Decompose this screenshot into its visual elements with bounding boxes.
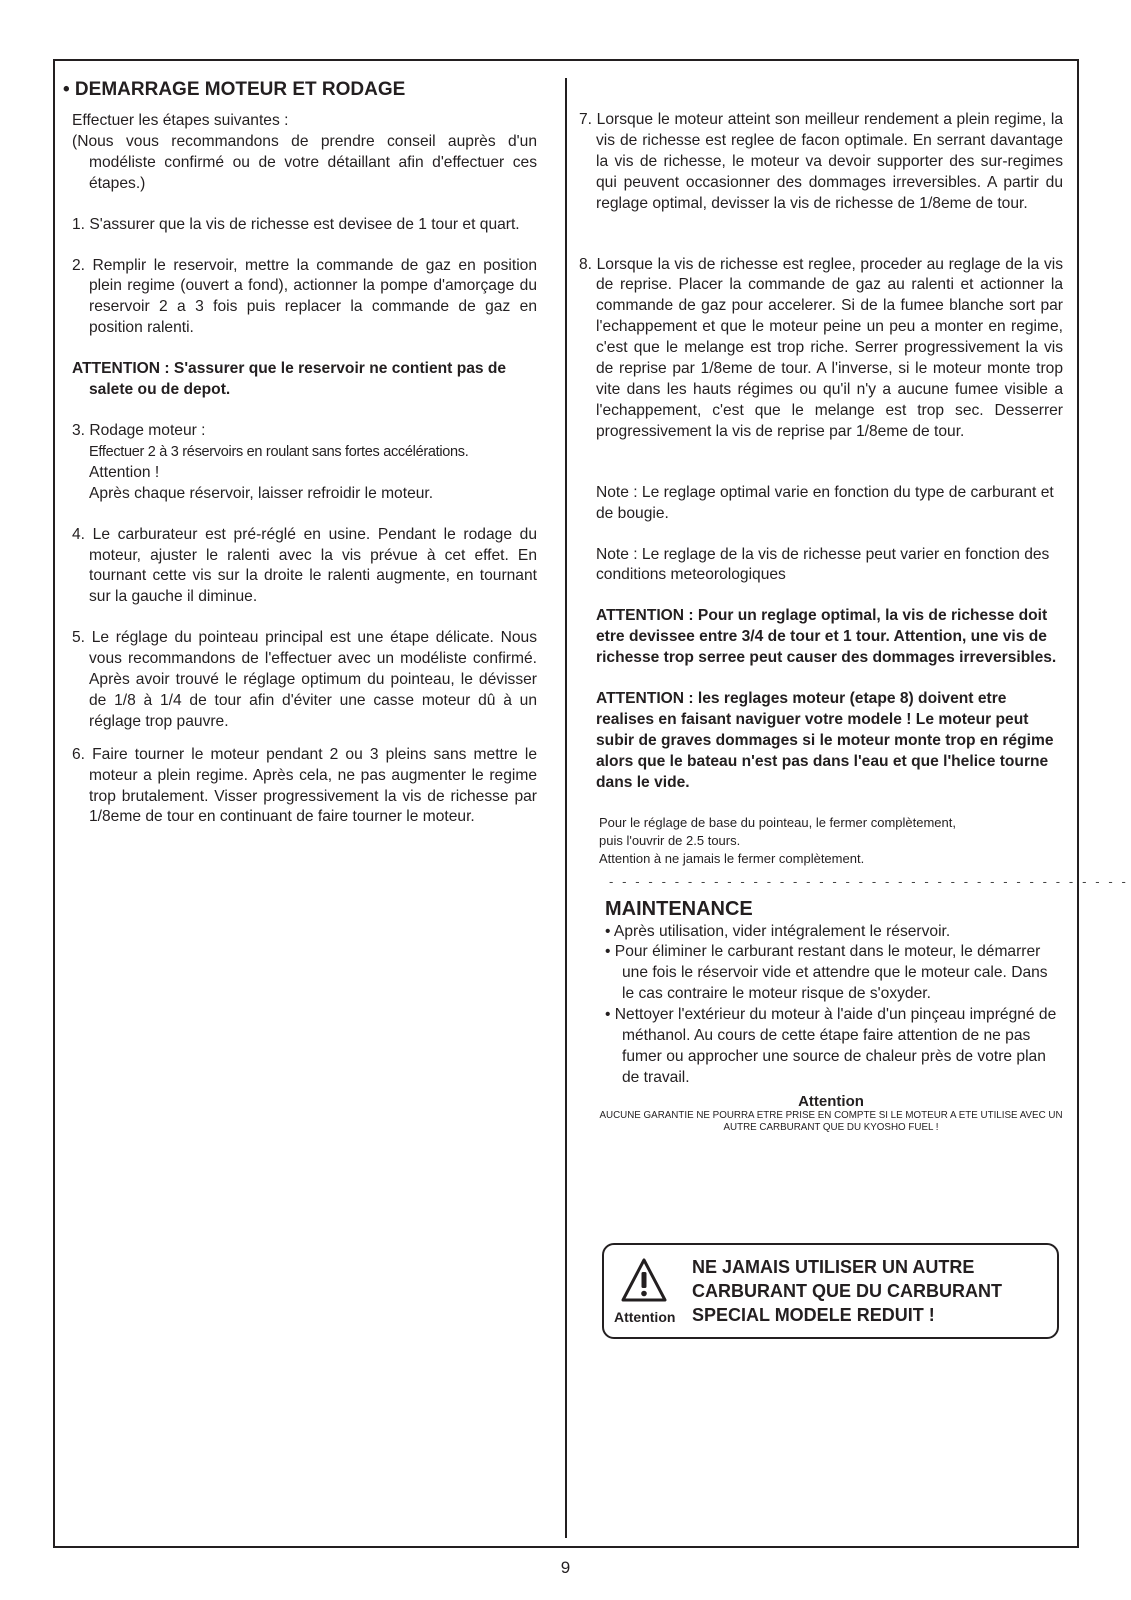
- maintenance-item: • Pour éliminer le carburant restant dans le moteur, le démarrer une fois le réservoir vide et attendre que le moteur cale. Dans le cas contraire le moteur risque de s'oxyder.: [605, 943, 1048, 1003]
- step-6: 6. Faire tourner le moteur pendant 2 ou 3 pleins sans mettre le moteur a plein regime. Après cela, ne pas augmenter le regime trop brutalement. Visser progressivement la vis de richesse par 1/8eme de tour en continuant de faire tourner le moteur.: [72, 745, 537, 826]
- step-1: 1. S'assurer que la vis de richesse est devisee de 1 tour et quart.: [72, 215, 520, 233]
- step-3-line-2: Attention !: [89, 463, 160, 481]
- right-column: [579, 110, 1129, 1134]
- base-setting-line-1: Pour le réglage de base du pointeau, le fermer complètement,: [599, 814, 956, 830]
- attention-optimal-setting: ATTENTION : Pour un reglage optimal, la vis de richesse doit etre devissee entre 3/4 de tour et 1 tour. Attention, une vis de richesse trop serree peut causer des dommages irreversibles.: [596, 607, 1057, 667]
- maintenance-item: • Après utilisation, vider intégralement le réservoir.: [605, 922, 951, 940]
- page-number: 9: [560, 1558, 571, 1577]
- dashed-separator: - - - - - - - - - - - - - - - - - - - - - - - - - - - - - - - - - - - - - - - -: [609, 873, 1129, 889]
- maintenance-item: • Nettoyer l'extérieur du moteur à l'aide d'un pinçeau imprégné de méthanol. Au cours de cette étape faire attention de ne pas fumer ou approcher une source de chaleur près de votre plan de travail.: [605, 1006, 1057, 1086]
- intro-recommendation: (Nous vous recommandons de prendre conseil auprès d'un modéliste confirmé ou de votre détaillant afin d'effectuer ces étapes.): [72, 132, 537, 192]
- intro-line: Effectuer les étapes suivantes :: [72, 112, 289, 129]
- warning-triangle-icon: [620, 1257, 668, 1305]
- attention-navigation: ATTENTION : les reglages moteur (etape 8) doivent etre realises en faisant naviguer votre modele ! Le moteur peut subir de graves dommages si le moteur monte trop en régime alors que le bateau n'est pas dans l'eau et que l'helice tourne dans le vide.: [596, 690, 1054, 791]
- attention-reservoir: ATTENTION : S'assurer que le reservoir ne contient pas de salete ou de depot.: [72, 360, 507, 399]
- step-3-line-1: Effectuer 2 à 3 réservoirs en roulant sans fortes accélérations.: [89, 443, 469, 460]
- section-title: • DEMARRAGE MOTEUR ET RODAGE: [63, 79, 406, 100]
- step-7: 7. Lorsque le moteur atteint son meilleur rendement a plein regime, la vis de richesse est reglee de facon optimale. En serrant davantage la vis de richesse, le moteur va devoir supporter des sur-regimes qui peuvent occasionner des dommages irreversibles. A partir du reglage optimal, devisser la vis de richesse de 1/8eme de tour.: [579, 111, 1063, 212]
- step-8: 8. Lorsque la vis de richesse est reglee, proceder au reglage de la vis de reprise. Placer la commande de gaz au ralenti et actionner la commande de gaz pour accelerer. Si de la fumee blanche sort par l'echappement et que le moteur peine un peu a monter en regime, c'est que le melange est trop riche. Serrer progressivement la vis de reprise par 1/8eme de tour. A l'inverse, si le moteur monte trop vite dans les hauts régimes ou qu'il n'y a aucune fumee visible a l'echappement, c'est que le melange est trop sec. Desserrer progressivement la vis de reprise par 1/8eme de tour.: [579, 255, 1063, 440]
- base-setting-line-3: Attention à ne jamais le fermer complètement.: [599, 850, 865, 866]
- fuel-warning-box: [602, 1243, 1059, 1339]
- attention-heading: Attention: [798, 1092, 864, 1110]
- maintenance-title: MAINTENANCE: [605, 897, 753, 920]
- step-4: 4. Le carburateur est pré-réglé en usine. Pendant le rodage du moteur, ajuster le ralenti avec la vis prévue à cet effet. En tournant cette vis sur la droite le ralenti augmente, en tournant sur la gauche il diminue.: [72, 525, 537, 606]
- warning-label: Attention: [614, 1309, 676, 1325]
- note-1: Note : Le reglage optimal varie en fonction du type de carburant et de bougie.: [596, 483, 1054, 522]
- step-2: 2. Remplir le reservoir, mettre la commande de gaz en position plein regime (ouvert a fond), actionner la pompe d'amorçage du reservoir 2 a 3 fois puis replacer la commande de gaz en position ralenti.: [72, 256, 537, 337]
- step-5: 5. Le réglage du pointeau principal est une étape délicate. Nous vous recommandons de l'effectuer avec un modéliste confirmé. Après avoir trouvé le réglage optimum du pointeau, le dévisser de 1/8 à 1/4 de tour afin d'éviter une casse moteur dû à un réglage trop pauvre.: [72, 629, 537, 730]
- left-column: [63, 78, 537, 828]
- column-divider: [565, 78, 567, 1538]
- step-3-line-3: Après chaque réservoir, laisser refroidir le moteur.: [89, 484, 434, 502]
- warning-text: NE JAMAIS UTILISER UN AUTRE CARBURANT QUE DU CARBURANT SPECIAL MODELE REDUIT !: [692, 1257, 1002, 1325]
- step-3-title: 3. Rodage moteur :: [72, 421, 206, 439]
- warranty-notice: AUCUNE GARANTIE NE POURRA ETRE PRISE EN COMPTE SI LE MOTEUR A ETE UTILISE AVEC UN AUTRE CARBURANT QUE DU KYOSHO FUEL !: [599, 1109, 1063, 1133]
- note-2: Note : Le reglage de la vis de richesse peut varier en fonction des conditions meteorologiques: [596, 545, 1050, 584]
- base-setting-line-2: puis l'ouvrir de 2.5 tours.: [599, 832, 741, 848]
